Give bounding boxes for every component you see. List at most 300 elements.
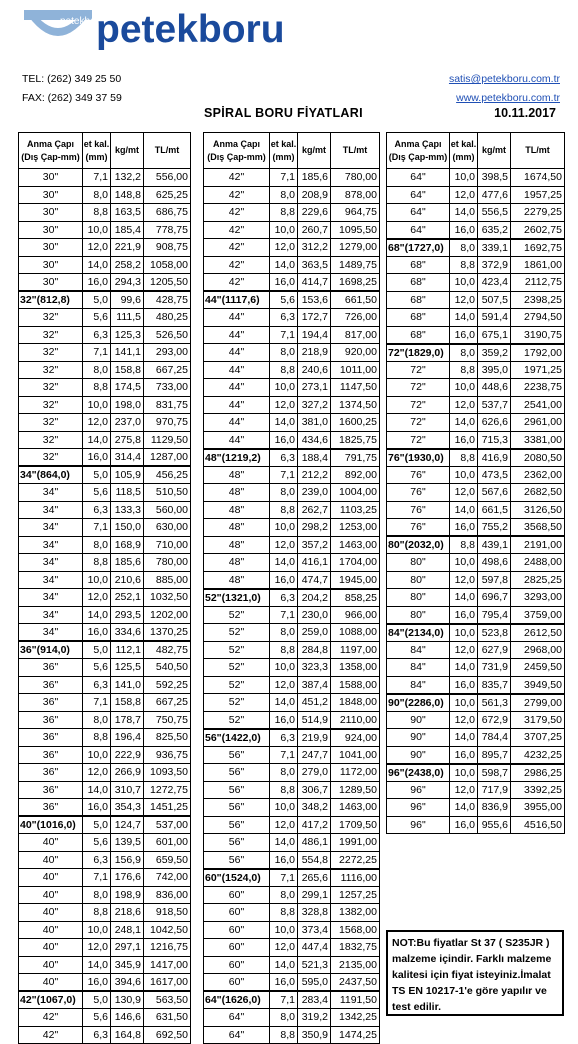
table-cell: 40" xyxy=(19,886,83,904)
table-cell: 7,1 xyxy=(270,169,298,187)
table-cell: 204,2 xyxy=(298,589,331,607)
table-cell: 294,3 xyxy=(111,274,144,292)
table-cell: 350,9 xyxy=(298,1026,331,1044)
table-cell: 2612,50 xyxy=(511,624,565,642)
table-cell: 44" xyxy=(204,431,270,449)
table-cell: 10,0 xyxy=(270,379,298,397)
table-cell: 36" xyxy=(19,676,83,694)
table-cell: 14,0 xyxy=(450,729,478,747)
table-cell: 68"(1727,0) xyxy=(387,239,450,257)
table-cell: 16,0 xyxy=(270,974,298,992)
table-cell: 14,0 xyxy=(270,414,298,432)
table-row xyxy=(387,536,565,554)
table-cell: 52" xyxy=(204,711,270,729)
table-row xyxy=(204,449,380,467)
table-cell: 7,1 xyxy=(270,326,298,344)
table-cell: 297,1 xyxy=(111,939,144,957)
table-row xyxy=(387,169,565,187)
table-cell: 36" xyxy=(19,781,83,799)
table-cell: 936,75 xyxy=(144,746,191,764)
table-row xyxy=(204,1026,380,1044)
table-row xyxy=(387,396,565,414)
table-row xyxy=(19,519,191,537)
table-cell: 672,9 xyxy=(478,711,511,729)
table-row xyxy=(19,256,191,274)
table-cell: 510,50 xyxy=(144,484,191,502)
table-cell: 112,1 xyxy=(111,641,144,659)
table-cell: 273,1 xyxy=(298,379,331,397)
table-cell: 795,4 xyxy=(478,606,511,624)
table-cell: 16,0 xyxy=(83,274,111,292)
table-row xyxy=(204,326,380,344)
table-row xyxy=(387,571,565,589)
table-cell: 4516,50 xyxy=(511,816,565,834)
table-row xyxy=(19,344,191,362)
table-cell: 6,3 xyxy=(83,851,111,869)
table-cell: 428,75 xyxy=(144,291,191,309)
table-row xyxy=(19,729,191,747)
table-cell: 498,6 xyxy=(478,554,511,572)
table-row xyxy=(387,501,565,519)
table-cell: 372,9 xyxy=(478,256,511,274)
table-cell: 477,6 xyxy=(478,186,511,204)
table-row xyxy=(19,396,191,414)
table-cell: 32" xyxy=(19,414,83,432)
table-row xyxy=(387,484,565,502)
table-cell: 52" xyxy=(204,694,270,712)
table-cell: 194,4 xyxy=(298,326,331,344)
table-cell: 966,00 xyxy=(331,606,380,624)
table-cell: 30" xyxy=(19,239,83,257)
table-row xyxy=(19,659,191,677)
table-cell: 778,75 xyxy=(144,221,191,239)
table-cell: 1991,00 xyxy=(331,834,380,852)
table-row xyxy=(19,431,191,449)
table-cell: 10,0 xyxy=(83,921,111,939)
table-cell: 60" xyxy=(204,921,270,939)
table-cell: 252,1 xyxy=(111,589,144,607)
table-row xyxy=(204,466,380,484)
table-cell: 10,0 xyxy=(450,764,478,782)
table-cell: 12,0 xyxy=(270,676,298,694)
table-row xyxy=(204,764,380,782)
table-cell: 72" xyxy=(387,414,450,432)
table-cell: 198,0 xyxy=(111,396,144,414)
column-header-col3: TL/mt xyxy=(331,133,380,169)
column-header-col3: TL/mt xyxy=(144,133,191,169)
table-cell: 482,75 xyxy=(144,641,191,659)
table-cell: 327,2 xyxy=(298,396,331,414)
table-row xyxy=(19,781,191,799)
table-cell: 1861,00 xyxy=(511,256,565,274)
table-cell: 163,5 xyxy=(111,204,144,222)
table-row xyxy=(387,711,565,729)
table-cell: 1588,00 xyxy=(331,676,380,694)
table-cell: 10,0 xyxy=(270,799,298,817)
table-cell: 34" xyxy=(19,519,83,537)
table-row xyxy=(19,449,191,467)
table-cell: 32" xyxy=(19,326,83,344)
website-link[interactable]: www.petekboru.com.tr xyxy=(456,92,560,104)
table-cell: 7,1 xyxy=(83,869,111,887)
table-cell: 260,7 xyxy=(298,221,331,239)
table-row xyxy=(204,659,380,677)
table-cell: 16,0 xyxy=(450,431,478,449)
table-cell: 10,0 xyxy=(450,554,478,572)
table-cell: 16,0 xyxy=(83,449,111,467)
table-cell: 293,5 xyxy=(111,606,144,624)
table-cell: 1116,00 xyxy=(331,869,380,887)
table-cell: 7,1 xyxy=(270,606,298,624)
table-cell: 667,25 xyxy=(144,694,191,712)
table-cell: 507,5 xyxy=(478,291,511,309)
table-cell: 10,0 xyxy=(450,169,478,187)
table-cell: 141,0 xyxy=(111,676,144,694)
table-cell: 44" xyxy=(204,361,270,379)
table-cell: 2488,00 xyxy=(511,554,565,572)
table-cell: 229,6 xyxy=(298,204,331,222)
table-row xyxy=(387,344,565,362)
table-cell: 836,00 xyxy=(144,886,191,904)
table-cell: 146,6 xyxy=(111,1009,144,1027)
email-link[interactable]: satis@petekboru.com.tr xyxy=(448,73,560,85)
table-cell: 323,3 xyxy=(298,659,331,677)
table-cell: 334,6 xyxy=(111,624,144,642)
table-cell: 164,8 xyxy=(111,1026,144,1044)
table-cell: 150,0 xyxy=(111,519,144,537)
table-row xyxy=(387,466,565,484)
table-cell: 12,0 xyxy=(270,239,298,257)
table-cell: 111,5 xyxy=(111,309,144,327)
table-cell: 10,0 xyxy=(270,921,298,939)
table-row xyxy=(19,239,191,257)
price-table-2 xyxy=(203,132,380,1044)
table-cell: 328,8 xyxy=(298,904,331,922)
table-cell: 5,6 xyxy=(83,309,111,327)
table-cell: 80" xyxy=(387,571,450,589)
column-header-col1: et kal. (mm) xyxy=(83,133,111,169)
table-cell: 381,0 xyxy=(298,414,331,432)
table-cell: 262,7 xyxy=(298,501,331,519)
table-cell: 174,5 xyxy=(111,379,144,397)
table-cell: 34" xyxy=(19,624,83,642)
table-cell: 8,0 xyxy=(270,1009,298,1027)
table-cell: 168,9 xyxy=(111,536,144,554)
table-row xyxy=(19,379,191,397)
table-row xyxy=(19,851,191,869)
table-row xyxy=(19,641,191,659)
table-cell: 212,2 xyxy=(298,466,331,484)
table-row xyxy=(387,589,565,607)
table-header-row xyxy=(387,133,565,169)
table-row xyxy=(19,309,191,327)
table-cell: 970,75 xyxy=(144,414,191,432)
table-cell: 387,4 xyxy=(298,676,331,694)
table-cell: 423,4 xyxy=(478,274,511,292)
table-cell: 60" xyxy=(204,886,270,904)
table-row xyxy=(204,869,380,887)
table-cell: 42" xyxy=(204,239,270,257)
table-cell: 30" xyxy=(19,204,83,222)
table-cell: 1709,50 xyxy=(331,816,380,834)
table-cell: 6,3 xyxy=(83,1026,111,1044)
table-cell: 56" xyxy=(204,746,270,764)
table-cell: 258,2 xyxy=(111,256,144,274)
table-cell: 84"(2134,0) xyxy=(387,624,450,642)
table-cell: 540,50 xyxy=(144,659,191,677)
table-cell: 6,3 xyxy=(270,589,298,607)
table-row xyxy=(387,291,565,309)
table-cell: 64" xyxy=(387,204,450,222)
table-row xyxy=(387,799,565,817)
table-cell: 36" xyxy=(19,711,83,729)
table-row xyxy=(204,676,380,694)
table-cell: 417,2 xyxy=(298,816,331,834)
table-row xyxy=(204,169,380,187)
table-cell: 319,2 xyxy=(298,1009,331,1027)
table-cell: 36" xyxy=(19,746,83,764)
table-cell: 5,6 xyxy=(83,834,111,852)
table-cell: 30" xyxy=(19,256,83,274)
table-cell: 717,9 xyxy=(478,781,511,799)
table-cell: 523,8 xyxy=(478,624,511,642)
table-cell: 48" xyxy=(204,536,270,554)
table-cell: 895,7 xyxy=(478,746,511,764)
table-row xyxy=(19,869,191,887)
table-row xyxy=(204,501,380,519)
table-cell: 48" xyxy=(204,501,270,519)
table-cell: 357,2 xyxy=(298,536,331,554)
table-cell: 791,75 xyxy=(331,449,380,467)
table-cell: 7,1 xyxy=(270,746,298,764)
table-row xyxy=(19,536,191,554)
price-date: 10.11.2017 xyxy=(494,106,556,120)
table-cell: 1202,00 xyxy=(144,606,191,624)
table-row xyxy=(204,204,380,222)
table-cell: 2135,00 xyxy=(331,956,380,974)
table-cell: 661,50 xyxy=(331,291,380,309)
table-row xyxy=(19,501,191,519)
table-cell: 3707,25 xyxy=(511,729,565,747)
table-cell: 8,0 xyxy=(270,886,298,904)
table-cell: 68" xyxy=(387,326,450,344)
table-cell: 14,0 xyxy=(450,309,478,327)
table-cell: 8,8 xyxy=(450,256,478,274)
price-table-3 xyxy=(386,132,565,834)
table-cell: 416,1 xyxy=(298,554,331,572)
table-cell: 72" xyxy=(387,431,450,449)
table-cell: 48" xyxy=(204,466,270,484)
table-cell: 10,0 xyxy=(450,379,478,397)
table-row xyxy=(19,886,191,904)
table-cell: 908,75 xyxy=(144,239,191,257)
column-header-col2: kg/mt xyxy=(478,133,511,169)
table-cell: 133,3 xyxy=(111,501,144,519)
table-cell: 40" xyxy=(19,956,83,974)
table-cell: 686,75 xyxy=(144,204,191,222)
table-cell: 3293,00 xyxy=(511,589,565,607)
table-cell: 715,3 xyxy=(478,431,511,449)
table-cell: 5,6 xyxy=(83,484,111,502)
table-cell: 836,9 xyxy=(478,799,511,817)
table-row xyxy=(387,729,565,747)
table-cell: 42" xyxy=(204,256,270,274)
table-row xyxy=(387,186,565,204)
table-row xyxy=(204,711,380,729)
table-row xyxy=(387,519,565,537)
table-cell: 8,8 xyxy=(270,501,298,519)
table-row xyxy=(387,449,565,467)
table-cell: 64"(1626,0) xyxy=(204,991,270,1009)
table-cell: 178,7 xyxy=(111,711,144,729)
table-row xyxy=(204,921,380,939)
table-cell: 266,9 xyxy=(111,764,144,782)
table-cell: 80" xyxy=(387,606,450,624)
table-cell: 275,8 xyxy=(111,431,144,449)
table-cell: 8,0 xyxy=(450,239,478,257)
table-cell: 32" xyxy=(19,431,83,449)
table-row xyxy=(387,554,565,572)
table-row xyxy=(387,624,565,642)
table-cell: 72" xyxy=(387,361,450,379)
table-cell: 1792,00 xyxy=(511,344,565,362)
logo-wordmark: petekboru xyxy=(96,8,285,51)
table-cell: 474,7 xyxy=(298,571,331,589)
table-cell: 1463,00 xyxy=(331,536,380,554)
table-cell: 237,0 xyxy=(111,414,144,432)
column-header-col3: TL/mt xyxy=(511,133,565,169)
table-row xyxy=(204,694,380,712)
table-cell: 14,0 xyxy=(270,554,298,572)
table-cell: 1600,25 xyxy=(331,414,380,432)
table-cell: 52" xyxy=(204,641,270,659)
table-cell: 1848,00 xyxy=(331,694,380,712)
table-cell: 10,0 xyxy=(83,221,111,239)
table-row xyxy=(387,676,565,694)
table-cell: 451,2 xyxy=(298,694,331,712)
table-cell: 2602,75 xyxy=(511,221,565,239)
table-cell: 3381,00 xyxy=(511,431,565,449)
table-cell: 56" xyxy=(204,799,270,817)
table-cell: 34" xyxy=(19,536,83,554)
table-row xyxy=(204,624,380,642)
table-row xyxy=(19,274,191,292)
table-cell: 486,1 xyxy=(298,834,331,852)
table-cell: 10,0 xyxy=(83,571,111,589)
table-cell: 48" xyxy=(204,571,270,589)
table-cell: 12,0 xyxy=(450,711,478,729)
table-cell: 447,4 xyxy=(298,939,331,957)
table-cell: 6,3 xyxy=(83,676,111,694)
logo-small-text: petekboru xyxy=(60,16,105,27)
table-cell: 924,00 xyxy=(331,729,380,747)
table-row xyxy=(387,204,565,222)
table-cell: 84" xyxy=(387,641,450,659)
table-cell: 44" xyxy=(204,396,270,414)
table-cell: 750,75 xyxy=(144,711,191,729)
table-cell: 32" xyxy=(19,344,83,362)
table-cell: 1279,00 xyxy=(331,239,380,257)
table-cell: 10,0 xyxy=(450,274,478,292)
table-row xyxy=(19,694,191,712)
table-cell: 1004,00 xyxy=(331,484,380,502)
table-cell: 1474,25 xyxy=(331,1026,380,1044)
table-row xyxy=(204,589,380,607)
table-cell: 64" xyxy=(204,1026,270,1044)
table-cell: 36" xyxy=(19,764,83,782)
table-cell: 6,3 xyxy=(270,729,298,747)
table-cell: 8,8 xyxy=(450,449,478,467)
table-row xyxy=(19,921,191,939)
table-cell: 72" xyxy=(387,379,450,397)
table-cell: 1289,50 xyxy=(331,781,380,799)
table-row xyxy=(204,799,380,817)
table-cell: 42" xyxy=(204,221,270,239)
table-row xyxy=(204,274,380,292)
table-cell: 12,0 xyxy=(83,764,111,782)
table-cell: 414,7 xyxy=(298,274,331,292)
table-cell: 831,75 xyxy=(144,396,191,414)
table-cell: 2112,75 xyxy=(511,274,565,292)
table-cell: 12,0 xyxy=(270,396,298,414)
table-cell: 222,9 xyxy=(111,746,144,764)
table-cell: 208,9 xyxy=(298,186,331,204)
table-row xyxy=(19,169,191,187)
table-cell: 6,3 xyxy=(83,326,111,344)
table-cell: 118,5 xyxy=(111,484,144,502)
table-cell: 12,0 xyxy=(450,186,478,204)
table-cell: 14,0 xyxy=(270,956,298,974)
table-row xyxy=(19,186,191,204)
table-row xyxy=(204,536,380,554)
table-cell: 8,8 xyxy=(450,536,478,554)
table-cell: 16,0 xyxy=(450,326,478,344)
table-cell: 514,9 xyxy=(298,711,331,729)
table-cell: 48" xyxy=(204,519,270,537)
table-cell: 359,2 xyxy=(478,344,511,362)
table-cell: 434,6 xyxy=(298,431,331,449)
table-cell: 592,25 xyxy=(144,676,191,694)
table-cell: 34" xyxy=(19,554,83,572)
table-cell: 32" xyxy=(19,449,83,467)
table-cell: 742,00 xyxy=(144,869,191,887)
table-cell: 5,0 xyxy=(83,291,111,309)
table-cell: 5,0 xyxy=(83,466,111,484)
table-cell: 1287,00 xyxy=(144,449,191,467)
fax-number: FAX: (262) 349 37 59 xyxy=(22,92,122,104)
table-cell: 16,0 xyxy=(83,624,111,642)
table-cell: 731,9 xyxy=(478,659,511,677)
table-row xyxy=(19,1009,191,1027)
table-cell: 248,1 xyxy=(111,921,144,939)
table-cell: 42"(1067,0) xyxy=(19,991,83,1009)
table-cell: 158,8 xyxy=(111,361,144,379)
table-cell: 16,0 xyxy=(450,606,478,624)
table-cell: 373,4 xyxy=(298,921,331,939)
table-cell: 8,8 xyxy=(270,204,298,222)
table-cell: 76" xyxy=(387,501,450,519)
table-row xyxy=(387,606,565,624)
table-cell: 345,9 xyxy=(111,956,144,974)
table-cell: 34" xyxy=(19,606,83,624)
table-row xyxy=(204,816,380,834)
table-cell: 34" xyxy=(19,501,83,519)
table-cell: 42" xyxy=(204,204,270,222)
table-cell: 2272,25 xyxy=(331,851,380,869)
table-cell: 1971,25 xyxy=(511,361,565,379)
table-cell: 284,8 xyxy=(298,641,331,659)
table-cell: 158,8 xyxy=(111,694,144,712)
